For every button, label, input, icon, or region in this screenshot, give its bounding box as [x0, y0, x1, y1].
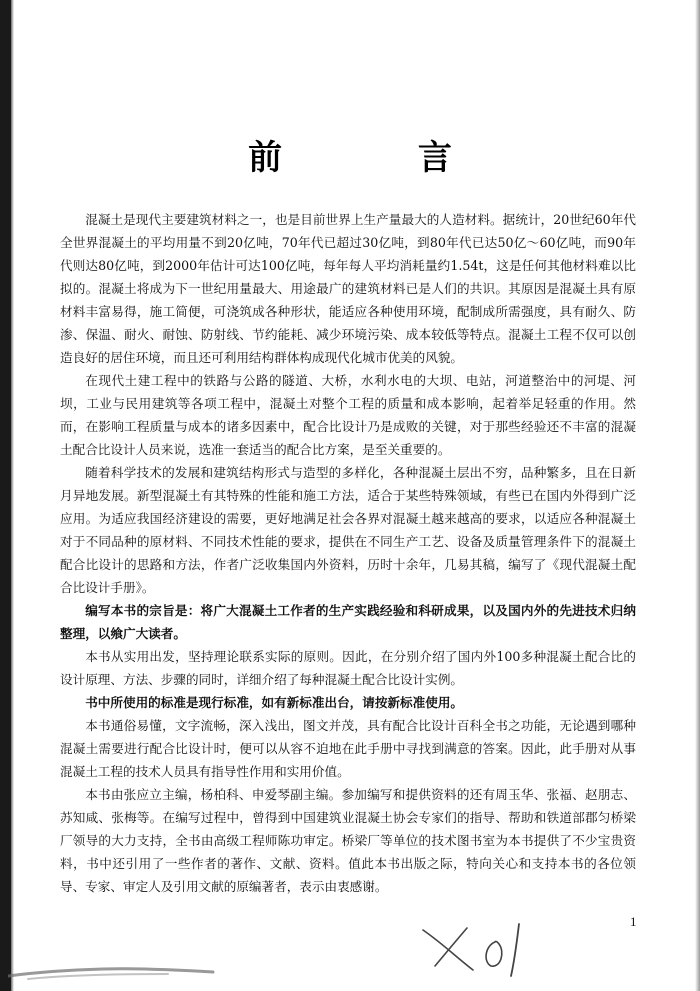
paragraph-1: 混凝土是现代主要建筑材料之一，也是目前世界上生产量最大的人造材料。据统计，20世纪60年代全世界混凝土的平均用量不到20亿吨，70年代已超过30亿吨，到80年代已达50亿～60亿吨，而90年代则达80亿吨，到2000年估计可达100亿吨，每年每人平均消耗量约1.54t，这是任何其他材料难以比拟的。混凝土将成为下一世纪用量最大、用途最广的建筑材料已是人们的共识。其原因是混凝土具有原材料丰富易得，施工简便，可浇筑成各种形状，能适应各种使用环境，配制成所需强度，具有耐久、防渗、保温、耐火、耐蚀、防射线、节约能耗、减少环境污染、成本较低等特点。混凝土工程不仅可以创造良好的居住环境，而且还可利用结构群体构成现代化城市优美的风貌。 — [60, 212, 636, 365]
paragraph-5: 本书从实用出发，坚持理论联系实际的原则。因此，在分别介绍了国内外100多种混凝土配合比的设计原理、方法、步骤的同时，详细介绍了每种混凝土配合比设计实例。 — [60, 649, 636, 687]
preface-body — [60, 208, 636, 898]
paragraph-6: 书中所使用的标准是现行标准，如有新标准出台，请按新标准使用。 — [85, 695, 463, 710]
page-number: 1 — [630, 914, 637, 929]
scan-smudge — [8, 960, 218, 982]
paragraph-8: 本书由张应立主编，杨柏科、申爱琴副主编。参加编写和提供资料的还有周玉华、张福、赵朋志、苏知咸、张梅等。在编写过程中，曾得到中国建筑业混凝土协会专家们的指导、帮助和铁道部郡匀桥梁厂领导的大力支持，全书由高级工程师陈功审定。桥梁厂等单位的技术图书室为本书提供了不少宝贵资料，书中还引用了一些作者的著作、文献、资料。值此本书出版之际，特向关心和支持本书的各位领导、专家、审定人及引用文献的原编著者，表示由衷感谢。 — [60, 787, 636, 894]
paragraph-4: 编写本书的宗旨是：将广大混凝土工作者的生产实践经验和科研成果，以及国内外的先进技术归纳整理，以飨广大读者。 — [60, 603, 636, 641]
page-heading: 前 言 — [248, 138, 514, 178]
paragraph-3: 随着科学技术的发展和建筑结构形式与造型的多样化，各种混凝土层出不穷，品种繁多，且在日新月异地发展。新型混凝土有其特殊的性能和施工方法，适合于某些特殊领域，有些已在国内外得到广泛应用。为适应我国经济建设的需要，更好地满足社会各界对混凝土越来越高的要求，以适应各种混凝土对于不同品种的原材料、不同技术性能的要求，提供在不同生产工艺、设备及质量管理条件下的混凝土配合比设计的思路和方法，作者广泛收集国内外资料，历时十余年，几易其稿，编写了《现代混凝土配合比设计手册》。 — [60, 465, 636, 595]
paragraph-2: 在现代土建工程中的铁路与公路的隧道、大桥，水利水电的大坝、电站，河道整治中的河堤、河坝，工业与民用建筑等各项工程中，混凝土对整个工程的质量和成本影响，起着举足轻重的作用。然而，在影响工程质量与成本的诸多因素中，配合比设计乃是成败的关键，对于那些经验还不丰富的混凝土配合比设计人员来说，选准一套适当的配合比方案，是至关重要的。 — [60, 373, 636, 457]
handwritten-mark-icon — [415, 918, 555, 980]
paragraph-7: 本书通俗易懂，文字流畅，深入浅出，图文并茂，具有配合比设计百科全书之功能，无论遇到哪种混凝土需要进行配合比设计时，便可以从容不迫地在此手册中寻找到满意的答案。因此，此手册对从事混凝土工程的技术人员具有指导性作用和实用价值。 — [60, 718, 636, 779]
